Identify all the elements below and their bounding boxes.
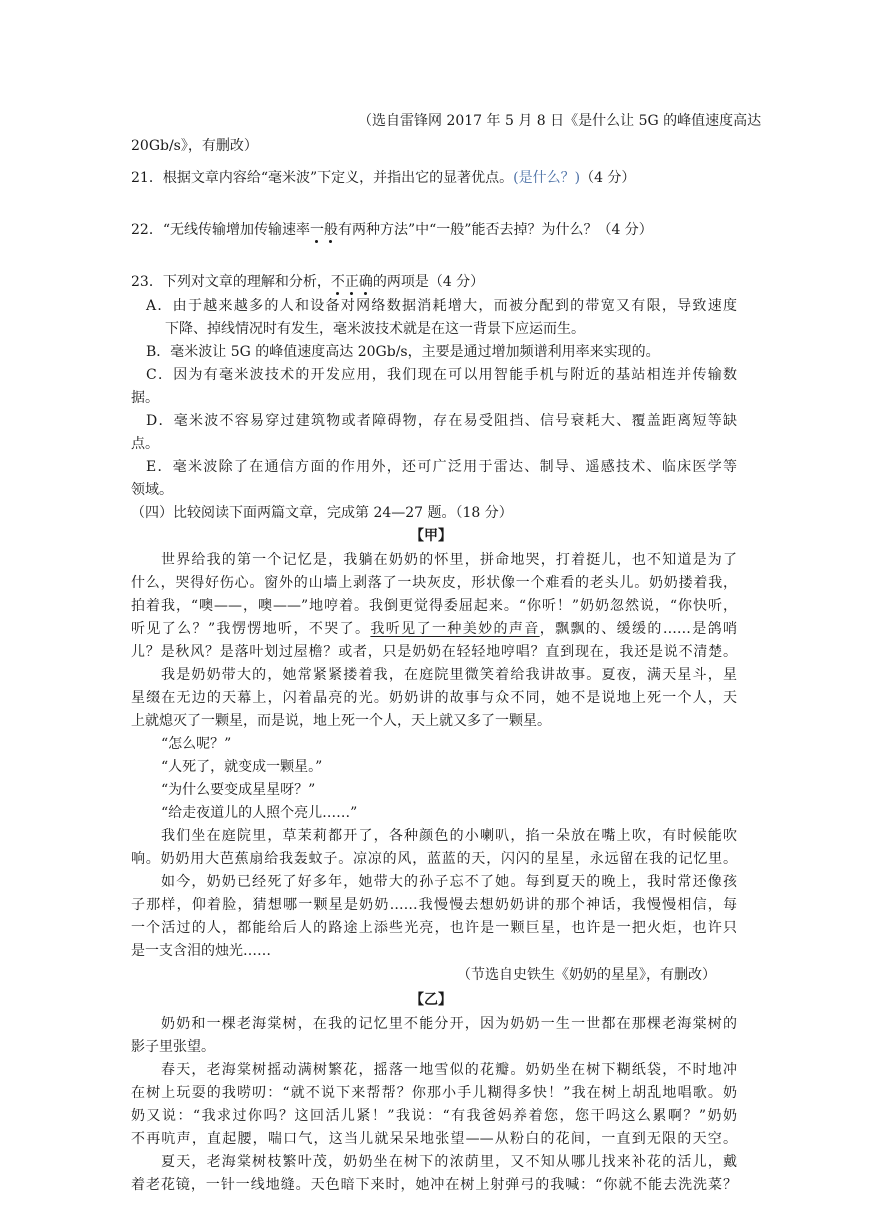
- option-e-line1: E．毫米波除了在通信方面的作用外，还可广泛用于雷达、制导、遥感技术、临床医学等: [146, 459, 737, 475]
- question-22-text-b: 有两种方法”中“一般”能否去掉？为什么？（4 分）: [337, 222, 653, 238]
- yi-line-7: 夏天，老海棠树枝繁叶茂，奶奶坐在树下的浓荫里，又不知从哪儿找来补花的活儿，戴: [161, 1154, 737, 1170]
- option-c-line1: C．因为有毫米波技术的开发应用，我们现在可以用智能手机与附近的基站相连并传输数: [146, 367, 737, 383]
- question-23-text-a: 23．下列对文章的理解和分析，: [131, 274, 331, 290]
- yi-line-6: 不再吭声，直起腰，喘口气，这当儿就呆呆地张望——从粉白的花间，一直到无限的天空。: [131, 1131, 737, 1147]
- jia-line-11: 如今，奶奶已经死了好多年，她带大的孙子忘不了她。每到夏天的晚上，我时常还像孩: [161, 874, 737, 890]
- question-22-text-a: 22．“无线传输增加传输速率: [131, 222, 310, 238]
- jia-line-13: 一个活过的人，都能给后人的路途上添些光亮，也许是一颗巨星，也许是一把火炬，也许只: [131, 920, 737, 936]
- jia-line-4-a: 听见了么？”我愣愣地听，不哭了。: [131, 621, 371, 637]
- question-22: [131, 220, 653, 240]
- jia-line-3: 拍着我，“噢——，噢——”地哼着。我倒更觉得委屈起来。“你听！”奶奶忽然说，“你快听，: [131, 598, 737, 614]
- section-4-heading: （四）比较阅读下面两篇文章，完成第 24—27 题。（18 分）: [131, 505, 513, 521]
- jia-line-12: 子那样，仰着脸，猜想哪一颗星是奶奶……我慢慢去想奶奶讲的那个神话，我慢慢相信，每: [131, 897, 737, 913]
- jia-source: （节选自史铁生《奶奶的星星》，有删改）: [457, 967, 716, 983]
- question-22-emphasis: 一般: [309, 222, 338, 238]
- jia-line-8: 上就熄灭了一颗星，而是说，地上死一个人，天上就又多了一颗星。: [131, 713, 551, 729]
- jia-line-4: [131, 619, 737, 639]
- option-d-line2: 点。: [131, 436, 159, 452]
- option-e-line2: 领域。: [131, 482, 173, 498]
- jia-line-7: 星缀在无边的天幕上，闪着晶亮的光。奶奶讲的故事与众不同，她不是说地上死一个人，天: [131, 690, 737, 706]
- option-d-line1: D．毫米波不容易穿过建筑物或者障碍物，存在易受阻挡、信号衰耗大、覆盖距离短等缺: [146, 413, 737, 429]
- source-citation-line1: （选自雷锋网 2017 年 5 月 8 日《是什么让 5G 的峰值速度高达: [358, 113, 762, 129]
- question-23: [131, 272, 484, 292]
- jia-line-4-b: ，飘飘的、缓缓的……是鸽哨: [539, 621, 737, 637]
- option-a-line2: 下降、掉线情况时有发生，毫米波技术就是在这一背景下应运而生。: [165, 321, 585, 337]
- question-21-hint: (是什么？): [513, 170, 581, 186]
- jia-line-4-underlined: 我听见了一种美妙的声音: [370, 621, 540, 637]
- jia-line-10: 响。奶奶用大芭蕉扇给我轰蚊子。凉凉的风，蓝蓝的天，闪闪的星星，永远留在我的记忆里。: [131, 851, 737, 867]
- passage-yi-title: 【乙】: [410, 992, 452, 1008]
- question-23-emphasis: 不正确: [330, 274, 373, 290]
- jia-dialogue-3: “为什么要变成星星呀？”: [161, 782, 316, 798]
- question-21-text: 21．根据文章内容给“毫米波”下定义，并指出它的显著优点。: [131, 170, 514, 186]
- question-23-text-b: 的两项是（4 分）: [372, 274, 485, 290]
- jia-line-14: 是一支含泪的烛光……: [131, 943, 271, 959]
- jia-line-5: 儿？是秋风？是落叶划过屋檐？或者，只是奶奶在轻轻地哼唱？直到现在，我还是说不清楚。: [131, 644, 737, 660]
- option-b: B．毫米波让 5G 的峰值速度高达 20Gb/s，主要是通过增加频谱利用率来实现的。: [146, 344, 660, 360]
- yi-line-8: 着老花镜，一针一线地缝。天色暗下来时，她冲在树上射弹弓的我喊：“你就不能去洗洗菜？: [131, 1177, 737, 1193]
- yi-line-3: 春天，老海棠树摇动满树繁花，摇落一地雪似的花瓣。奶奶坐在树下糊纸袋，不时地冲: [161, 1062, 737, 1078]
- jia-dialogue-1: “怎么呢？”: [161, 736, 232, 752]
- jia-line-9: 我们坐在庭院里，草茉莉都开了，各种颜色的小喇叭，掐一朵放在嘴上吹，有时候能吹: [161, 828, 737, 844]
- yi-line-4: 在树上玩耍的我唠叨：“就不说下来帮帮？你那小手儿糊得多快！”我在树上胡乱地唱歌。奶: [131, 1085, 737, 1101]
- option-a-line1: A．由于越来越多的人和设备对网络数据消耗增大，而被分配到的带宽又有限，导致速度: [146, 298, 737, 314]
- jia-line-2: 什么，哭得好伤心。窗外的山墙上剥落了一块灰皮，形状像一个难看的老头儿。奶奶搂着我，: [131, 575, 737, 591]
- source-citation-line2: 20Gb/s》，有删改）: [131, 138, 258, 154]
- jia-line-1: 世界给我的第一个记忆是，我躺在奶奶的怀里，拼命地哭，打着挺儿，也不知道是为了: [161, 552, 737, 568]
- yi-line-1: 奶奶和一棵老海棠树，在我的记忆里不能分开，因为奶奶一生一世都在那棵老海棠树的: [161, 1016, 737, 1032]
- question-21: [131, 168, 635, 188]
- question-21-score: （4 分）: [580, 170, 636, 186]
- jia-dialogue-4: “给走夜道儿的人照个亮儿……”: [161, 805, 358, 821]
- jia-line-6: 我是奶奶带大的，她常紧紧搂着我，在庭院里微笑着给我讲故事。夏夜，满天星斗，星: [161, 667, 737, 683]
- yi-line-2: 影子里张望。: [131, 1039, 215, 1055]
- jia-dialogue-2: “人死了，就变成一颗星。”: [161, 759, 323, 775]
- yi-line-5: 奶又说：“我求过你吗？这回活儿紧！”我说：“有我爸妈养着您，您干吗这么累啊？”奶奶: [131, 1108, 737, 1124]
- option-c-line2: 据。: [131, 390, 159, 406]
- passage-jia-title: 【甲】: [410, 528, 452, 544]
